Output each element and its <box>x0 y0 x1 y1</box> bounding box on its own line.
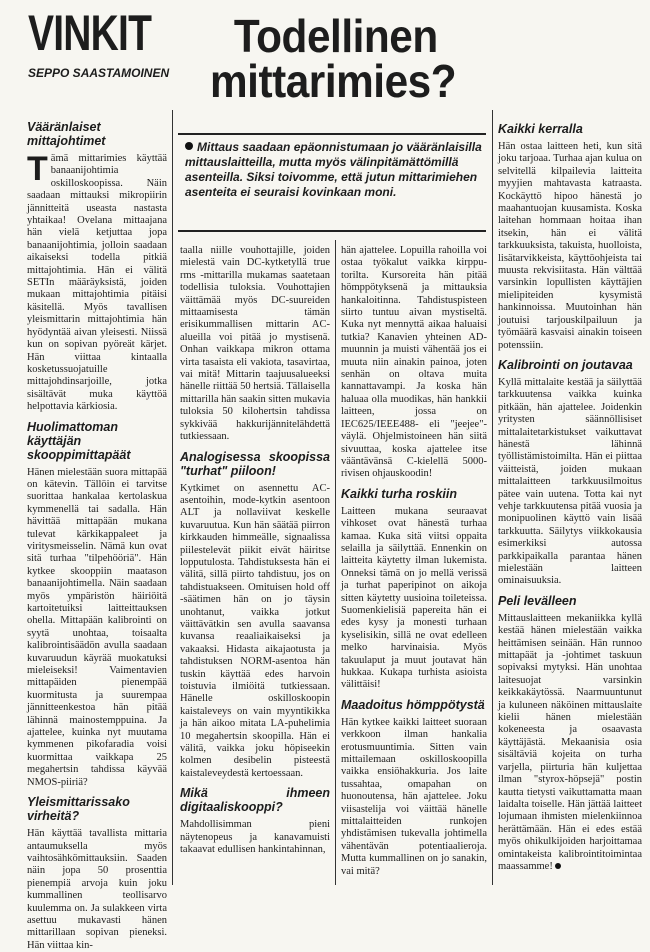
subheading: Analogisessa skoopissa "turhat" piiloon! <box>180 449 330 478</box>
subheading: Vääränlaiset mittajohtimet <box>27 120 106 148</box>
body-paragraph: hän ajattelee. Lopuilla rahoilla voi ostaa työkalut vaikka kirpputorilta. Kursoreita hän pitää hömppötyksenä ja mittauksia hankaloitinna. Tahdistuspisteen siirto tuntuu aivan mystiseltä. Kuka nyt mennyttä aikaa haluaisi tutkia? Kanavien yhteinen AD-muunnin ja muisti vähentää jos ei muuta niin ainakin painoa, joten senhän on oltava muita kannattavampi. Ja koska hän haluaa olla muodikas, hän hankkii laitteen, jossa on IEC625/IEEE488- eli "jeejee"-väylä. Ohjelmistoineen hän siitä sivuuttaa, koska ajattelee itse vääntävänsä C-kielellä 5000-rivisen ohjauskoodin! <box>341 245 487 480</box>
column-3 <box>341 245 487 887</box>
title-line-2: mittarimies? <box>210 55 457 108</box>
subheading: Kalibrointi on joutavaa <box>498 357 633 372</box>
end-mark-icon <box>555 863 561 869</box>
body-paragraph: Hänen mielestään suora mittapää on kätevin. Tällöin ei tarvitse suorittaa hankalaa kertolaskua kymmenellä tai sadalla. Hän hävittää mittapään mukana tulevat kärkikappaleet ja viritysmeisselin. Nämä kun ovat sitä turhaa "tilpehööriä". Hän kytkee skooppiin maatason banaanijohtimella. Näin saadaan myös ympäristön häiriöitä kartoitetuiksi laitteittauksen ohella. Mittapään kalibrointi on syytä unohtaa, toisaalta kalibrointisäädön avulla saadaan kuvaruudun käyrää muokatuksi mieleiseksi! Vaimentavien mittapäiden pienempää kuormitusta ja suurempaa jännitteenkestoa hän pitää lähinnä mainostemppuina. Ja ajattelee, kuinka nyt muutama kymmenen pikofaradia voisi kuormittaa vaikkapa 25 megahertsin tahdissa käyvää NMOS-piiriä? <box>27 466 167 788</box>
column-divider-3 <box>492 110 493 885</box>
drop-cap: T <box>27 150 48 188</box>
column-1 <box>27 120 167 951</box>
column-4 <box>498 122 642 888</box>
body-paragraph: Kyllä mittalaite kestää ja säilyttää tarkkuutensa vaikka kuinka pitkään, hän ajattelee. Joidenkin yritysten säännöllisiset mittalaitetarkistukset vaikuttavat hänestä lähinnä työllistämistoimilta. Hän ei piittaa väitteistä, joiden mukaan mittalaitteen tarkkuusilmoitus pätee vain uutena. Totta kai nyt vehje tarkkuutensa pitää vuosia ja monipuolinen käyttö vain lisää tarkkuutta. Säilytys viikkokausia esimerkiksi autossa parkkipaikalla parantaa hänen mielestään laitteen ominaisuuksia. <box>498 376 642 587</box>
subheading: Yleismittarissako virheitä? <box>27 795 130 824</box>
body-paragraph: Hän ostaa laitteen heti, kun sitä joku tarjoaa. Turhaa ajan kulua on selvitellä kilpailevia laitteita myyjien mahtavasta katraasta. Kockäyttö hipoo hänestä jo maahantuojan kuusamista. Koska laitehan hommaan hoitaa ihan itsekin, hän ei välitä tarkkuuksista, takuista, huolloista, lisätarvikkeista, käyttöohjeista tai muusta rekvisiitasta. Hän välttää varsinkin lopullisten käyttäjien mielipiteiden kysymistä hankinnoissa. Muutoinhan hän joutuisi tarjouskilpailuun ja työmäärä kasvaisi ainakin toiseen potenssiin. <box>498 141 642 351</box>
subheading: Kaikki kerralla <box>498 122 583 136</box>
lead-paragraph <box>185 140 485 200</box>
subheading: Huolimattoman käyttäjän skooppimittapäät <box>27 419 131 462</box>
body-paragraph: Kytkimet on asennettu AC-asentoihin, mode-kytkin asentoon ALT ja nollaviivat keskelle kuvaruutua. Kun hän säätää piirron kirkkauden himmeälle, signaalissa piilestelevät piikit eivät häiritse lopputulosta. Tahdistuksesta hän ei välitä, sillä piirto tahdistuu, jos on tahdistuakseen. Omituisen hold off -säätimen hän on jo täysin unohtanut, vaikka jotkut väittävätkin sen avulla saavansa kuvansa reaaliaikaiseksi ja vakaaksi. Hidasta aikajaotusta ja tahdistuksen NORM-asentoa hän tuskin käyttää edes harvoin toistuvia ilmiöitä tutkiessaan. Hänelle oskilloskoopin kaistaleveys on vain myyntikikka ja hän aikoo mitata LA-puhelimia 10 megahertsin skoopilla. Hän ei välitä, vaikka joku höpiseekin kolmen desibelin pisteestä kaistaleveydestä kertoessaan. <box>180 482 330 779</box>
body-paragraph: Laitteen mukana seuraavat vihkoset ovat hänestä turhaa kamaa. Kuka sitä viitsi oppaita selailla ja säilyttää. Ennenkin on laitteita käytetty ilman lukemista. Onneksi tämä on jo mellä verissä ja turhat paperipinot on aikoja sitten käytetty uusioina toileteissa. Suomenkielisiä papereita hän ei edes kysy ja monesti turhaan kyselisikin, sillä ne ovat edelleen melko harvinaisia. Myös takuulaput ja muut joutavat hän hukkaa. Kukapa turhista asioista välittäisi! <box>341 505 487 691</box>
column-divider-1 <box>172 110 173 885</box>
article-title <box>210 10 606 108</box>
subheading: Peli levälleen <box>498 593 577 608</box>
lead-text: Mittaus saadaan epäonnistumaan jo vääränlaisilla mittauslaitteilla, mutta myös välinpitämättömillä asenteilla. Siksi toivomme, että jutun mittarimiehen asenteita ei seuraisi kovinkaan moni. <box>185 140 482 199</box>
body-paragraph: Mittauslaitteen mekaniikka kyllä kestää hänen mielestään vaikka heittämisen seinään. Hän runnoo mittapäät ja -johtimet taskuun sopivaksi mytyksi. Hän unohtaa laitesuojat varsinkin keikkakäytössä. Naarmuuntunut ja kuluneen näköinen mittauslaite kielii hänen mielestään kokeneesta ja osaavasta käyttäjästä. Mekaanisia osia sisältäviä kojeita on turha varjella, piirturia hän kuljettaa ilman "styrox-höpsejä" postin kautta tietysti vaikuttamatta maan laidalta toiselle. Hän jättää laitteet lojumaan ihmisten mielenkiinnoa herättämään. Hän ei edes estää myös ohikulkijoiden harjoittamaa omintakeista kalibrointitoimintaa maassamme! <box>498 612 642 872</box>
lead-bottom-rule <box>178 230 486 232</box>
title-line-1: Todellinen <box>233 10 438 62</box>
bullet-icon <box>185 142 193 150</box>
subheading: Kaikki turha roskiin <box>341 486 458 501</box>
body-paragraph: Tämä mittarimies käyttää banaanijohtimia oskilloskoopissa. Näin saadaan mittauksi mikropiirin jännitteitä useasta nastasta yhtaikaa! Ovelana mittaajana hän vielä ketjuttaa jopa banaanijohtimia, jolloin saadaan aikaiseksi todella pitkiä mittajohtimia. Hän ei välitä SETIn määräyksistä, joiden mukaan mittajohtimia pitäisi käsitellä. Myös tavallisen yleismittarin mittajohtimia hän hyödyntää aivan yleisesti. Niissä kun on sopivan pyöreät kärjet. Hän viittaa kintaalla kosketussuojatuille mittajohdinsarjoille, jotka sisältävät muka käyttöä helpottavia kärkiosia. <box>27 150 167 413</box>
body-paragraph: taalla niille vouhottajille, joiden mielestä vain DC-kytketyllä true rms -mittarilla mukamas saatetaan todellisia tuloksia. Vouhottajien väittämää myös DC-suureiden mittaamisesta tämän erisikummallisen mittarin AC-alueilla voi pitää jo mystisenä. Onhan vaikkapa mikron ottama virta tasaista eli vakiota, tasavirtaa, vai mitä! Mittarin taajuusalueeksi hänelle riittää 50 hertsiä. Tällaisella mittarilla hän saakin sitten mukavia tuloksia 50 kilohertsin tahdissa sykkivää hakkurijännitelähdettä tutkiessaan. <box>180 245 330 443</box>
column-divider-2 <box>335 240 336 885</box>
body-paragraph: Hän kytkee kaikki laitteet suoraan verkkoon ilman hankalia erotusmuuntimia. Sitten vain mittailemaan oskilloskoopilla vaikka ensiöhakkuria. Jos laite tussahtaa, omapahan on huonoutensa, hän ajattelee. Joku viisastelija voi väittää hänelle mittalaitteiden runkojen yhdistämisen tukevalla johtimella vähentävän potentiaalieroja. Mutta kummallinen on jo sanakin, vai mitä? <box>341 716 487 877</box>
column-2 <box>180 245 330 887</box>
lead-top-rule <box>178 133 486 135</box>
body-paragraph: Mahdollisimman pieni näytenopeus ja kanavamuisti takaavat edullisen hankintahinnan, <box>180 819 330 856</box>
body-paragraph: Hän käyttää tavallista mittaria antaumuksella myös vaihtosähkömittauksiin. Saaden näin jopa 50 prosenttia pienempiä arvoja kuin joku kummallinen teollisarvo kuulemma on. Ja sulakkeen virta asettuu mukavasti hänen mittarillaan sopivan pieneksi. Hän viittaa kin- <box>27 828 167 951</box>
subheading: Mikä ihmeen digitaaliskooppi? <box>180 786 330 815</box>
section-kicker: VINKIT <box>28 5 152 61</box>
subheading: Maadoitus hömppötystä <box>341 697 485 712</box>
author-byline: SEPPO SAASTAMOINEN <box>28 66 170 80</box>
